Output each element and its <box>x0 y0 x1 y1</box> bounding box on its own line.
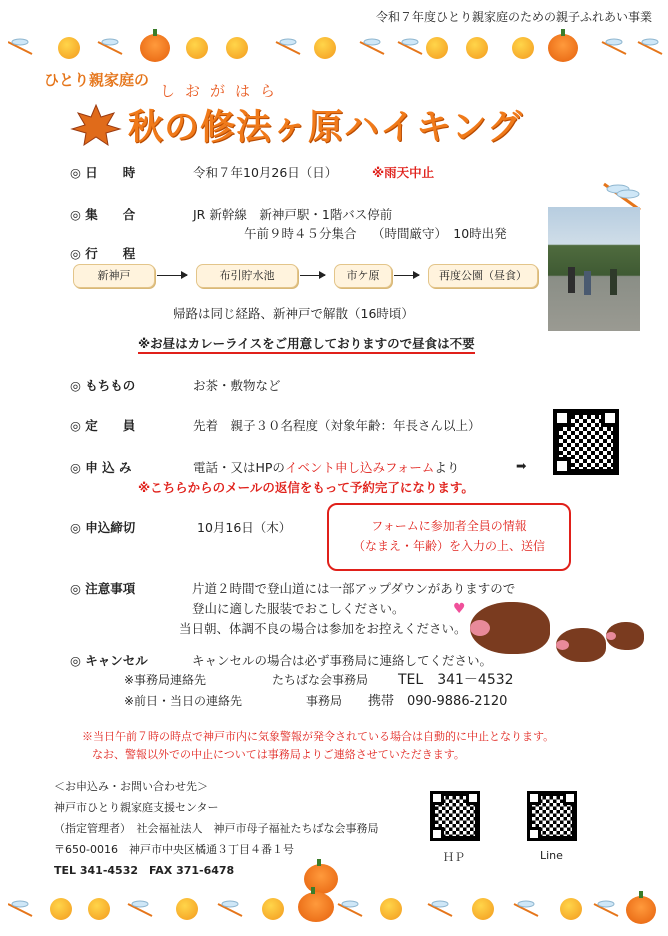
warning-line1: ※当日午前７時の時点で神戸市内に気象警報が発令されている場合は自動的に中止となります。 <box>82 730 555 743</box>
caution-line3: 当日朝、体調不良の場合は参加をお控えください。 <box>179 621 467 636</box>
stop-box: 新神戸 <box>73 264 155 288</box>
date-value: 令和７年10月26日（日） <box>193 165 338 180</box>
meeting-place: JR 新幹線 新神戸駅・1階バス停前 <box>193 207 393 222</box>
items-label: ◎ もちもの <box>70 378 136 393</box>
date-label: ◎ 日 時 <box>70 165 136 180</box>
contact-address: 〒650-0016 神戸市中央区橘通３丁目４番１号 <box>54 843 294 856</box>
qr-label-hp: ＨＰ <box>443 851 465 864</box>
return-info: 帰路は同じ経路、新神戸で解散（16時頃） <box>173 306 414 321</box>
contact-org: 神戸市ひとり親家庭支援センター <box>54 801 219 814</box>
contact-tel-fax: TEL 341-4532 FAX 371-6478 <box>54 864 235 877</box>
hiking-photo <box>548 207 640 331</box>
qr-code-form[interactable] <box>553 409 619 475</box>
office-name: たちばな会事務局 <box>272 673 369 687</box>
deadline-label: ◎ 申込締切 <box>70 520 136 535</box>
apply-note: ※こちらからのメールの返信をもって予約完了になります。 <box>138 480 474 495</box>
stop-box: 布引貯水池 <box>196 264 298 288</box>
boar-illustration <box>606 622 644 650</box>
arrow-icon <box>394 275 419 276</box>
apply-label: ◎ 申 込 み <box>70 460 132 475</box>
title-ruby: しおがはら <box>160 82 286 100</box>
cancel-label: ◎ キャンセル <box>70 653 148 668</box>
deadline-value: 10月16日（木） <box>197 520 292 535</box>
departure-time: （時間厳守） 10時出発 <box>372 226 507 241</box>
program-name: 令和７年度ひとり親家庭のための親子ふれあい事業 <box>375 10 652 24</box>
warning-line2: なお、警報以外での中止については事務局よりご連絡させていただきます。 <box>92 748 465 761</box>
boar-illustration <box>556 628 606 662</box>
form-box-line2: （なまえ・年齢）を入力の上、送信 <box>352 539 545 553</box>
contact-heading: ＜お申込み・お問い合わせ先＞ <box>54 780 208 793</box>
rain-note: ※雨天中止 <box>372 165 435 180</box>
stop-box: 市ケ原 <box>334 264 392 288</box>
qr-code-line[interactable] <box>527 791 577 841</box>
form-instruction-box <box>327 503 571 571</box>
pumpkin-icon <box>626 896 656 924</box>
arrow-icon <box>300 275 325 276</box>
caution-line1: 片道２時間で登山道には一部アップダウンがありますので <box>192 581 516 596</box>
office-label: ※事務局連絡先 <box>124 673 207 687</box>
day-contact-label: ※前日・当日の連絡先 <box>124 694 243 708</box>
dragonfly-icon <box>8 898 628 924</box>
meeting-time: 午前９時４５分集合 <box>244 226 357 241</box>
capacity-label: ◎ 定 員 <box>70 418 136 433</box>
office-tel[interactable]: TEL 341－4532 <box>398 672 514 688</box>
itinerary-label: ◎ 行 程 <box>70 246 136 261</box>
apply-method: 電話・又はHPの <box>193 460 285 475</box>
cautions-label: ◎ 注意事項 <box>70 581 136 596</box>
page-title: 秋の修法ヶ原ハイキング <box>128 108 523 148</box>
pumpkin-icon <box>304 864 338 894</box>
apply-form-link[interactable]: イベント申し込みフォーム <box>284 460 435 475</box>
title-prefix: ひとり親家庭の <box>44 71 150 89</box>
items-value: お茶・敷物など <box>193 378 281 393</box>
day-contact-tel[interactable]: 携帯 090-9886-2120 <box>368 694 508 709</box>
contact-manager: （指定管理者） 社会福祉法人 神戸市母子福祉たちばな会事務局 <box>54 822 379 835</box>
arrow-icon <box>157 275 187 276</box>
heart-icon: ♥ <box>453 601 466 617</box>
day-contact-name: 事務局 <box>306 694 343 708</box>
bottom-decoration <box>0 892 668 932</box>
stop-box: 再度公園（昼食） <box>428 264 538 288</box>
qr-label-line: Line <box>540 849 563 862</box>
dragonfly-icon <box>8 36 668 62</box>
arrow-right-icon: ➡ <box>516 458 527 473</box>
boar-illustration <box>470 602 550 654</box>
maple-leaf-icon <box>70 103 122 147</box>
qr-code-hp[interactable] <box>430 791 480 841</box>
caution-line2: 登山に適した服装でおこしください。 <box>192 601 405 616</box>
top-decoration <box>0 30 668 70</box>
form-box-line1: フォームに参加者全員の情報 <box>371 519 527 533</box>
apply-suffix: より <box>434 460 460 475</box>
capacity-value: 先着 親子３０名程度（対象年齢：年長さん以上） <box>193 418 481 433</box>
lunch-note: ※お昼はカレーライスをご用意しておりますので昼食は不要 <box>138 334 475 354</box>
cancel-value: キャンセルの場合は必ず事務局に連絡してください。 <box>192 653 493 668</box>
meeting-label: ◎ 集 合 <box>70 207 136 222</box>
